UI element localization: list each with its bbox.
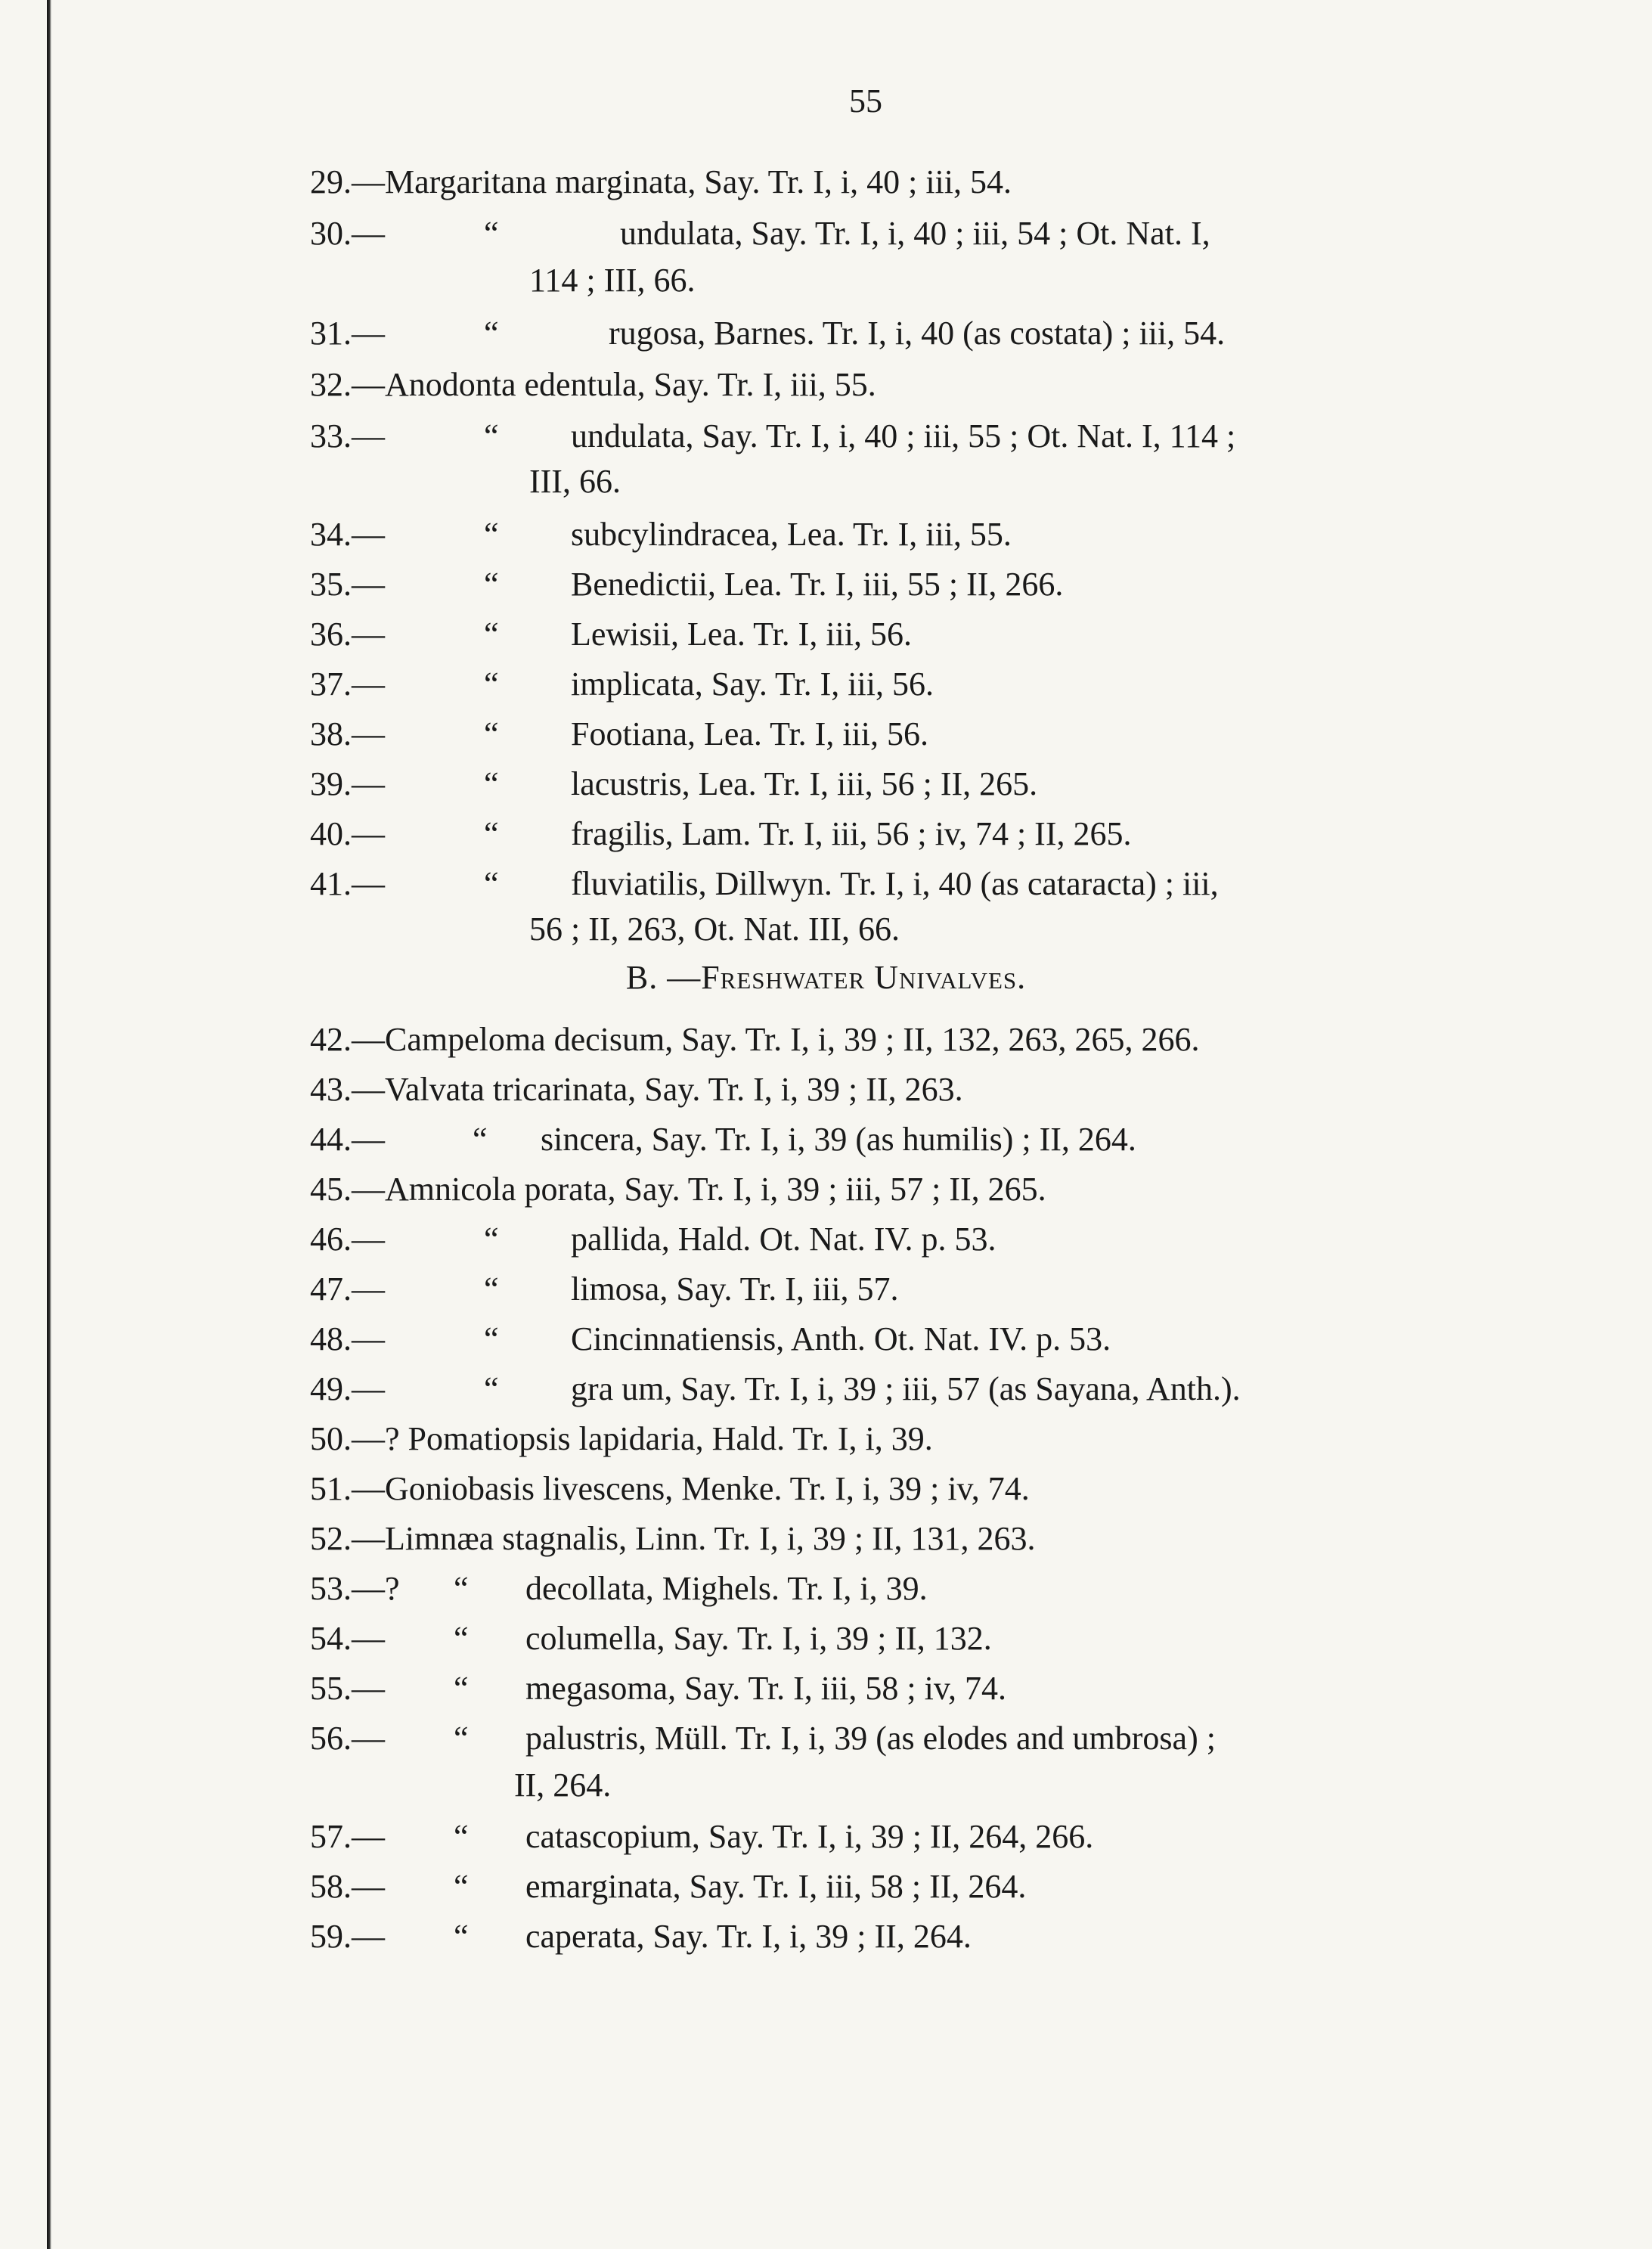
entry-text: Benedictii, Lea. Tr. I, iii, 55 ; II, 266. <box>571 566 1064 603</box>
entry-number: 52.— <box>310 1520 385 1557</box>
entry-number: 59.— <box>310 1918 385 1955</box>
ditto-mark: “ <box>454 1620 469 1657</box>
entry-text: Amnicola porata, Say. Tr. I, i, 39 ; iii, 57 ; II, 265. <box>385 1171 1046 1208</box>
entry-number: 58.— <box>310 1868 385 1905</box>
entry-text: gra um, Say. Tr. I, i, 39 ; iii, 57 (as Sayana, Anth.). <box>571 1370 1241 1407</box>
page-number: 55 <box>849 82 882 119</box>
entry-number: 54.— <box>310 1620 385 1657</box>
list-item <box>310 661 934 708</box>
entry-text: Limnæa stagnalis, Linn. Tr. I, i, 39 ; II, 131, 263. <box>385 1520 1036 1557</box>
ditto-mark: “ <box>484 765 499 802</box>
entry-text: subcylindracea, Lea. Tr. I, iii, 55. <box>571 516 1012 553</box>
entry-text: Goniobasis livescens, Menke. Tr. I, i, 39 ; iv, 74. <box>385 1470 1030 1507</box>
entry-number: 46.— <box>310 1221 385 1258</box>
list-item <box>310 1316 1111 1363</box>
entry-number: 47.— <box>310 1270 385 1308</box>
entry-number: 38.— <box>310 715 385 752</box>
list-item <box>310 1665 1006 1712</box>
entry-text: Campeloma decisum, Say. Tr. I, i, 39 ; II, 132, 263, 265, 266. <box>385 1021 1200 1058</box>
list-item <box>310 761 1038 808</box>
entry-text: lacustris, Lea. Tr. I, iii, 56 ; II, 265. <box>571 765 1038 802</box>
list-item <box>310 1066 963 1113</box>
entry-number: 32.— <box>310 366 385 403</box>
ditto-mark: “ <box>484 315 499 352</box>
list-item <box>310 711 928 758</box>
ditto-mark: “ <box>484 417 499 454</box>
entry-text: limosa, Say. Tr. I, iii, 57. <box>571 1270 899 1308</box>
list-item <box>310 1863 1027 1910</box>
entry-text: undulata, Say. Tr. I, i, 40 ; iii, 54 ; Ot. Nat. I, <box>620 215 1210 252</box>
entry-number: 30.— <box>310 215 385 252</box>
entry-number: 57.— <box>310 1818 385 1855</box>
section-heading: B. —Freshwater Univalves. <box>625 959 1027 996</box>
list-item <box>310 159 1012 206</box>
entry-text: fluviatilis, Dillwyn. Tr. I, i, 40 (as cataracta) ; iii, <box>571 865 1219 902</box>
list-item <box>310 1715 1216 1762</box>
list-item <box>310 310 1226 357</box>
entry-continuation: III, 66. <box>529 463 621 500</box>
list-item <box>310 511 1012 558</box>
entry-number: 45.— <box>310 1171 385 1208</box>
ditto-mark: “ <box>484 665 499 703</box>
entry-text: catascopium, Say. Tr. I, i, 39 ; II, 264, 266. <box>525 1818 1094 1855</box>
entry-text: megasoma, Say. Tr. I, iii, 58 ; iv, 74. <box>525 1670 1006 1707</box>
list-item <box>310 1813 1094 1860</box>
entry-number: 40.— <box>310 815 385 852</box>
ditto-mark: “ <box>484 865 499 902</box>
entry-number: 55.— <box>310 1670 385 1707</box>
list-item <box>310 1615 992 1662</box>
list-item <box>310 413 1236 460</box>
entry-text: emarginata, Say. Tr. I, iii, 58 ; II, 264. <box>525 1868 1027 1905</box>
entry-number: 56.— <box>310 1720 385 1757</box>
entry-text: columella, Say. Tr. I, i, 39 ; II, 132. <box>525 1620 992 1657</box>
entry-text: Anodonta edentula, Say. Tr. I, iii, 55. <box>385 366 876 403</box>
list-item <box>310 1366 1241 1413</box>
entry-continuation: 114 ; III, 66. <box>529 262 696 299</box>
entry-number: 53.—? <box>310 1570 400 1607</box>
list-item <box>310 1913 972 1960</box>
entry-text: decollata, Mighels. Tr. I, i, 39. <box>525 1570 928 1607</box>
entry-text: Lewisii, Lea. Tr. I, iii, 56. <box>571 616 912 653</box>
list-item <box>310 861 1219 907</box>
entry-text: sincera, Say. Tr. I, i, 39 (as humilis) ; II, 264. <box>541 1121 1136 1158</box>
list-item <box>310 1466 1030 1512</box>
entry-text: fragilis, Lam. Tr. I, iii, 56 ; iv, 74 ; II, 265. <box>571 815 1132 852</box>
list-item <box>310 611 912 658</box>
list-item <box>310 1266 899 1313</box>
entry-continuation: II, 264. <box>514 1767 612 1804</box>
list-item <box>310 1515 1035 1562</box>
ditto-mark: “ <box>454 1868 469 1905</box>
entry-number: 50.— <box>310 1420 385 1457</box>
entry-text: pallida, Hald. Ot. Nat. IV. p. 53. <box>571 1221 996 1258</box>
ditto-mark: “ <box>454 1570 469 1607</box>
scan-binding-edge <box>47 0 51 2249</box>
list-item <box>310 210 1210 257</box>
list-item <box>310 561 1064 608</box>
list-item <box>310 361 876 408</box>
entry-continuation: 56 ; II, 263, Ot. Nat. III, 66. <box>529 910 900 948</box>
entry-text: Footiana, Lea. Tr. I, iii, 56. <box>571 715 928 752</box>
ditto-mark: “ <box>484 1221 499 1258</box>
list-item <box>310 1565 928 1612</box>
ditto-mark: “ <box>484 215 499 252</box>
list-item <box>310 1416 933 1463</box>
ditto-mark: “ <box>484 566 499 603</box>
list-item <box>310 1016 1200 1063</box>
entry-number: 31.— <box>310 315 385 352</box>
entry-number: 39.— <box>310 765 385 802</box>
entry-number: 44.— <box>310 1121 385 1158</box>
ditto-mark: “ <box>473 1121 488 1158</box>
list-item <box>310 811 1132 858</box>
entry-number: 42.— <box>310 1021 385 1058</box>
entry-number: 41.— <box>310 865 385 902</box>
entry-text: undulata, Say. Tr. I, i, 40 ; iii, 55 ; Ot. Nat. I, 114 ; <box>571 417 1236 454</box>
entry-text: Valvata tricarinata, Say. Tr. I, i, 39 ; II, 263. <box>385 1071 963 1108</box>
ditto-mark: “ <box>454 1818 469 1855</box>
entry-number: 29.— <box>310 163 385 200</box>
entry-text: implicata, Say. Tr. I, iii, 56. <box>571 665 934 703</box>
ditto-mark: “ <box>484 516 499 553</box>
entry-text: Margaritana marginata, Say. Tr. I, i, 40 ; iii, 54. <box>385 163 1012 200</box>
entry-text: ? Pomatiopsis lapidaria, Hald. Tr. I, i, 39. <box>385 1420 933 1457</box>
entry-number: 34.— <box>310 516 385 553</box>
entry-number: 49.— <box>310 1370 385 1407</box>
entry-number: 36.— <box>310 616 385 653</box>
ditto-mark: “ <box>454 1670 469 1707</box>
ditto-mark: “ <box>484 1270 499 1308</box>
ditto-mark: “ <box>484 715 499 752</box>
entry-text: caperata, Say. Tr. I, i, 39 ; II, 264. <box>525 1918 972 1955</box>
entry-number: 35.— <box>310 566 385 603</box>
entry-text: palustris, Müll. Tr. I, i, 39 (as elodes and umbrosa) ; <box>525 1720 1216 1757</box>
entry-number: 33.— <box>310 417 385 454</box>
ditto-mark: “ <box>484 1370 499 1407</box>
ditto-mark: “ <box>484 815 499 852</box>
ditto-mark: “ <box>484 1320 499 1357</box>
entry-number: 48.— <box>310 1320 385 1357</box>
entry-number: 43.— <box>310 1071 385 1108</box>
entry-text: Cincinnatiensis, Anth. Ot. Nat. IV. p. 53. <box>571 1320 1111 1357</box>
entry-number: 51.— <box>310 1470 385 1507</box>
list-item <box>310 1116 1136 1163</box>
ditto-mark: “ <box>454 1720 469 1757</box>
list-item <box>310 1166 1046 1213</box>
list-item <box>310 1216 996 1263</box>
ditto-mark: “ <box>454 1918 469 1955</box>
entry-text: rugosa, Barnes. Tr. I, i, 40 (as costata) ; iii, 54. <box>609 315 1226 352</box>
ditto-mark: “ <box>484 616 499 653</box>
entry-number: 37.— <box>310 665 385 703</box>
